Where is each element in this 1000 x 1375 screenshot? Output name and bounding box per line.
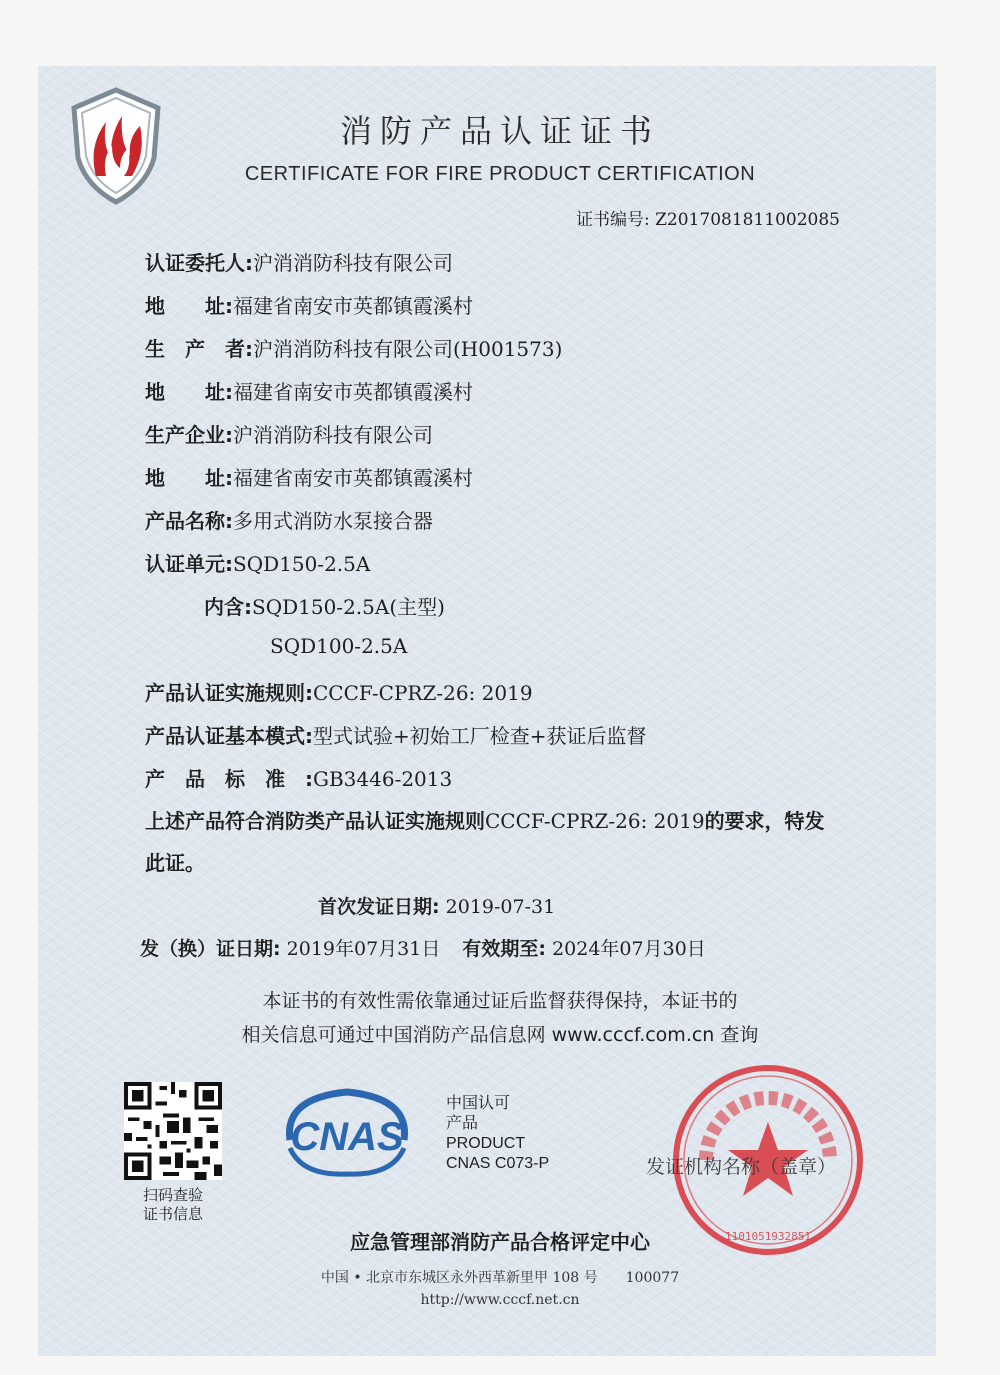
rule-value: 型式试验+初始工厂检查+获证后监督 <box>313 724 647 748</box>
field-value: 沪消消防科技有限公司 <box>233 423 433 447</box>
field-row-applicant <box>145 247 453 276</box>
first-issue-value: 2019-07-31 <box>445 896 556 918</box>
issuer-label: 发证机构名称（盖章） <box>646 1156 837 1178</box>
title-chinese: 消防产品认证证书 <box>339 112 660 150</box>
cnas-line4: CNAS C073-P <box>446 1155 550 1172</box>
statement-part2: 的要求，特发此证。 <box>145 809 825 875</box>
seal-number: 1101051932851 <box>724 1230 812 1243</box>
unit-contents-row-2 <box>270 634 407 658</box>
unit-contents-item: SQD150-2.5A(主型) <box>252 595 445 619</box>
rule-row-mode <box>145 720 647 749</box>
field-row-applicant-address <box>145 290 473 319</box>
field-value: 多用式消防水泵接合器 <box>233 509 433 533</box>
field-label: 产品名称: <box>145 509 233 533</box>
field-value: 福建省南安市英都镇霞溪村 <box>233 294 473 318</box>
footer-organization: 应急管理部消防产品合格评定中心 <box>350 1230 650 1254</box>
field-label: 生产企业: <box>145 423 233 447</box>
issue-date-label: 发（换）证日期: <box>140 938 281 960</box>
valid-until-value: 2024年07月30日 <box>552 938 706 960</box>
field-row-manufacturer <box>145 333 562 362</box>
qr-caption-line2: 证书信息 <box>142 1205 203 1223</box>
first-issue-label: 首次发证日期: <box>318 896 440 918</box>
cnas-line2: 产品 <box>446 1115 479 1132</box>
unit-contents-item: SQD100-2.5A <box>270 634 408 658</box>
cnas-line1: 中国认可 <box>446 1095 511 1112</box>
rule-value: GB3446-2013 <box>313 767 453 791</box>
info-line-1: 本证书的有效性需依靠通过证后监督获得保持，本证书的 <box>262 990 738 1012</box>
cnas-line3: PRODUCT <box>446 1135 526 1152</box>
qr-caption-line1: 扫码查验 <box>142 1186 203 1204</box>
footer-address: 中国 • 北京市东城区永外西革新里甲 108 号 100077 <box>320 1270 680 1286</box>
first-issue-date <box>318 892 555 919</box>
field-value: SQD150-2.5A <box>233 552 371 576</box>
field-label: 地 址: <box>145 466 233 490</box>
compliance-statement <box>145 800 835 884</box>
unit-contents-row <box>204 591 445 620</box>
info-line-2: 相关信息可通过中国消防产品信息网 www.cccf.com.cn 查询 <box>241 1024 759 1046</box>
field-value: 福建省南安市英都镇霞溪村 <box>233 380 473 404</box>
cnas-logo-icon <box>272 1084 422 1180</box>
field-value: 沪消消防科技有限公司(H001573) <box>253 337 563 361</box>
field-label: 地 址: <box>145 294 233 318</box>
certificate-number-label: 证书编号: <box>575 210 650 230</box>
certificate-number <box>576 205 840 230</box>
rule-label: 产品认证基本模式: <box>145 724 313 748</box>
field-label: 生 产 者: <box>145 337 253 361</box>
rule-row-implementation <box>145 677 533 706</box>
valid-until-label: 有效期至: <box>462 938 547 960</box>
field-row-cert-unit <box>145 548 370 577</box>
footer-url: http://www.cccf.net.cn <box>420 1292 580 1308</box>
statement-rule: CCCF-CPRZ-26: 2019 <box>485 809 705 833</box>
field-row-factory <box>145 419 433 448</box>
rule-label: 产 品 标 准 : <box>145 767 313 791</box>
field-row-factory-address <box>145 462 473 491</box>
field-label: 认证委托人: <box>145 251 253 275</box>
issue-date-value: 2019年07月31日 <box>286 938 441 960</box>
rule-row-standard <box>145 763 452 792</box>
field-value: 沪消消防科技有限公司 <box>253 251 453 275</box>
cnas-info <box>446 1094 549 1174</box>
field-value: 福建省南安市英都镇霞溪村 <box>233 466 473 490</box>
issue-valid-dates <box>140 934 706 961</box>
cnas-logo-text: CNAS <box>290 1115 404 1159</box>
field-row-product-name <box>145 505 433 534</box>
field-label: 地 址: <box>145 380 233 404</box>
qr-code-icon <box>124 1082 222 1180</box>
rule-label: 产品认证实施规则: <box>145 681 313 705</box>
title-english: CERTIFICATE FOR FIRE PRODUCT CERTIFICATION <box>244 163 756 185</box>
certificate-number-value: Z2017081811002085 <box>655 210 840 230</box>
field-label: 认证单元: <box>145 552 233 576</box>
field-row-manufacturer-address <box>145 376 473 405</box>
qr-caption <box>124 1186 222 1224</box>
statement-part1: 上述产品符合消防类产品认证实施规则 <box>145 809 485 833</box>
rule-value: CCCF-CPRZ-26: 2019 <box>313 681 533 705</box>
unit-contents-label: 内含: <box>204 595 252 619</box>
